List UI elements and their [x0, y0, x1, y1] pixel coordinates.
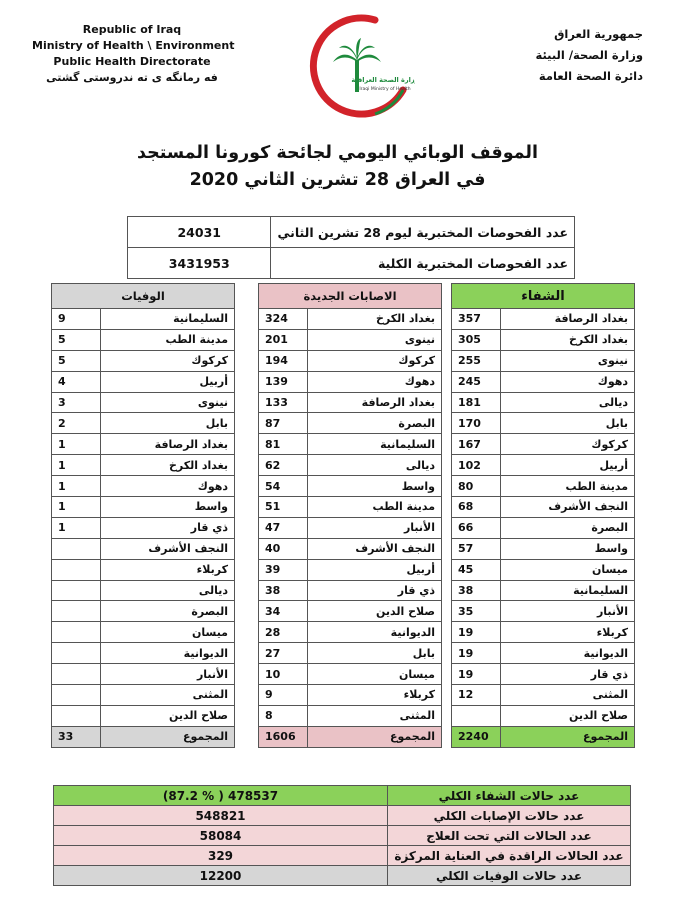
row-value: 38 — [452, 580, 501, 601]
row-value — [52, 538, 101, 559]
header-en-line2: Ministry of Health \ Environment — [32, 39, 235, 52]
row-governorate: صلاح الدين — [308, 601, 442, 622]
table-row — [259, 413, 442, 434]
row-governorate: ديالى — [308, 455, 442, 476]
row-governorate: دهوك — [101, 476, 235, 497]
table-row — [259, 309, 442, 330]
row-governorate: المثنى — [308, 705, 442, 726]
header-ku-line4: فه رمانگه ى ته ندروستى گشتى — [46, 71, 218, 84]
deaths-table — [51, 283, 235, 748]
table-row — [452, 622, 635, 643]
row-governorate: نينوى — [101, 392, 235, 413]
row-value: 357 — [452, 309, 501, 330]
row-value — [52, 664, 101, 685]
table-row — [452, 601, 635, 622]
row-governorate: كربلاء — [101, 559, 235, 580]
table-row — [452, 643, 635, 664]
row-value: 181 — [452, 392, 501, 413]
row-governorate: ميسان — [501, 559, 635, 580]
table-row — [452, 664, 635, 685]
summary-row — [54, 786, 631, 806]
table-row — [52, 559, 235, 580]
summary-label: عدد حالات الإصابات الكلي — [388, 806, 631, 826]
row-governorate: واسط — [308, 476, 442, 497]
row-governorate: بغداد الرصافة — [501, 309, 635, 330]
row-governorate: مدينة الطب — [101, 329, 235, 350]
recoveries-total-value: 2240 — [452, 726, 501, 747]
row-value: 68 — [452, 497, 501, 518]
table-row — [452, 685, 635, 706]
row-value: 102 — [452, 455, 501, 476]
row-governorate: صلاح الدين — [501, 705, 635, 726]
row-value: 45 — [452, 559, 501, 580]
table-row — [259, 517, 442, 538]
report-title: الموقف الوبائي اليومي لجائحة كورونا المستجد — [137, 143, 538, 163]
summary-value: 329 — [54, 846, 388, 866]
row-governorate: كربلاء — [501, 622, 635, 643]
row-value — [452, 705, 501, 726]
row-governorate: واسط — [501, 538, 635, 559]
row-value: 12 — [452, 685, 501, 706]
table-row — [452, 329, 635, 350]
table-row — [259, 538, 442, 559]
row-value: 255 — [452, 350, 501, 371]
new-cases-header: الاصابات الجديدة — [259, 284, 442, 309]
table-row — [259, 371, 442, 392]
row-governorate: السليمانية — [101, 309, 235, 330]
table-row — [52, 643, 235, 664]
header-ar-line2: وزارة الصحة/ البيئة — [535, 48, 643, 62]
row-governorate: ميسان — [308, 664, 442, 685]
row-value: 1 — [52, 497, 101, 518]
row-governorate: ميسان — [101, 622, 235, 643]
logo-text-en: Iraqi Ministry of Health — [359, 87, 411, 92]
row-governorate: السليمانية — [501, 580, 635, 601]
summary-row — [54, 806, 631, 826]
row-governorate: البصرة — [501, 517, 635, 538]
row-value: 19 — [452, 622, 501, 643]
table-row — [259, 664, 442, 685]
table-row — [452, 434, 635, 455]
table-row — [452, 309, 635, 330]
row-value: 62 — [259, 455, 308, 476]
row-governorate: نينوى — [308, 329, 442, 350]
row-governorate: كركوك — [308, 350, 442, 371]
table-row — [52, 497, 235, 518]
table-row — [259, 329, 442, 350]
row-governorate: ديالى — [501, 392, 635, 413]
row-value — [52, 685, 101, 706]
row-governorate: بغداد الرصافة — [308, 392, 442, 413]
recoveries-table — [451, 283, 635, 748]
row-value — [52, 559, 101, 580]
row-value: 133 — [259, 392, 308, 413]
row-value — [52, 705, 101, 726]
row-value — [52, 643, 101, 664]
table-row — [259, 392, 442, 413]
row-governorate: بغداد الكرخ — [101, 455, 235, 476]
table-row — [52, 392, 235, 413]
table-row — [52, 350, 235, 371]
row-value: 170 — [452, 413, 501, 434]
table-row — [52, 434, 235, 455]
row-governorate: دهوك — [501, 371, 635, 392]
row-value: 2 — [52, 413, 101, 434]
header-en-line3: Public Health Directorate — [53, 55, 211, 68]
row-value — [52, 601, 101, 622]
table-row — [52, 309, 235, 330]
table-row — [259, 601, 442, 622]
table-row — [452, 455, 635, 476]
row-governorate: السليمانية — [308, 434, 442, 455]
row-value: 54 — [259, 476, 308, 497]
row-value: 1 — [52, 476, 101, 497]
summary-row — [54, 866, 631, 886]
row-governorate: الأنبار — [501, 601, 635, 622]
row-value: 47 — [259, 517, 308, 538]
summary-row — [54, 846, 631, 866]
header-english — [32, 22, 235, 86]
table-row — [259, 434, 442, 455]
table-row — [52, 538, 235, 559]
new-cases-total-label: المجموع — [308, 726, 442, 747]
new-cases-total-value: 1606 — [259, 726, 308, 747]
row-governorate: بابل — [308, 643, 442, 664]
table-row — [259, 476, 442, 497]
row-governorate: الأنبار — [308, 517, 442, 538]
row-value: 40 — [259, 538, 308, 559]
table-row — [52, 455, 235, 476]
row-value: 5 — [52, 350, 101, 371]
row-governorate: النجف الأشرف — [101, 538, 235, 559]
table-row — [52, 580, 235, 601]
summary-value: (87.2 % ) 478537 — [54, 786, 388, 806]
new-cases-table — [258, 283, 442, 748]
ministry-logo — [305, 12, 415, 122]
recoveries-total-label: المجموع — [501, 726, 635, 747]
row-value: 80 — [452, 476, 501, 497]
summary-label: عدد الحالات التي تحت العلاج — [388, 826, 631, 846]
table-row — [52, 685, 235, 706]
row-governorate: النجف الأشرف — [501, 497, 635, 518]
row-governorate: البصرة — [101, 601, 235, 622]
table-row — [452, 371, 635, 392]
table-row — [259, 455, 442, 476]
table-row — [52, 413, 235, 434]
tests-daily-row — [128, 217, 575, 248]
row-governorate: صلاح الدين — [101, 705, 235, 726]
table-row — [452, 559, 635, 580]
tests-table — [127, 216, 575, 279]
table-row — [452, 497, 635, 518]
row-value: 1 — [52, 455, 101, 476]
row-governorate: دهوك — [308, 371, 442, 392]
row-governorate: المثنى — [501, 685, 635, 706]
row-value: 3 — [52, 392, 101, 413]
row-governorate: الديوانية — [501, 643, 635, 664]
row-value: 324 — [259, 309, 308, 330]
row-value: 1 — [52, 517, 101, 538]
tests-total-value: 3431953 — [128, 248, 271, 279]
row-governorate: بابل — [101, 413, 235, 434]
table-row — [452, 392, 635, 413]
table-row — [259, 685, 442, 706]
table-row — [259, 580, 442, 601]
row-value: 5 — [52, 329, 101, 350]
row-governorate: البصرة — [308, 413, 442, 434]
table-row — [452, 476, 635, 497]
summary-label: عدد حالات الوفيات الكلي — [388, 866, 631, 886]
row-governorate: كركوك — [501, 434, 635, 455]
table-row — [52, 705, 235, 726]
row-governorate: أربيل — [101, 371, 235, 392]
row-value — [52, 580, 101, 601]
row-value: 1 — [52, 434, 101, 455]
row-value: 245 — [452, 371, 501, 392]
tests-total-row — [128, 248, 575, 279]
row-value: 81 — [259, 434, 308, 455]
row-governorate: أربيل — [501, 455, 635, 476]
row-governorate: الديوانية — [308, 622, 442, 643]
row-value: 8 — [259, 705, 308, 726]
summary-label: عدد الحالات الراقدة في العناية المركزة — [388, 846, 631, 866]
header-ar-line3: دائرة الصحة العامة — [538, 69, 643, 83]
row-governorate: الأنبار — [101, 664, 235, 685]
table-row — [52, 476, 235, 497]
table-row — [52, 664, 235, 685]
summary-value: 12200 — [54, 866, 388, 886]
table-row — [452, 350, 635, 371]
row-governorate: المثنى — [101, 685, 235, 706]
row-value: 305 — [452, 329, 501, 350]
row-governorate: بغداد الكرخ — [308, 309, 442, 330]
table-row — [259, 705, 442, 726]
row-governorate: مدينة الطب — [501, 476, 635, 497]
new-cases-total-row — [259, 726, 442, 747]
tests-daily-label: عدد الفحوصات المختبرية ليوم 28 تشرين الثاني — [271, 217, 575, 248]
header-en-line1: Republic of Iraq — [82, 23, 182, 36]
row-governorate: مدينة الطب — [308, 497, 442, 518]
row-value: 87 — [259, 413, 308, 434]
row-value: 27 — [259, 643, 308, 664]
table-row — [259, 350, 442, 371]
table-row — [452, 517, 635, 538]
header-arabic — [493, 24, 643, 87]
recoveries-total-row — [452, 726, 635, 747]
row-value: 9 — [259, 685, 308, 706]
report-subtitle: في العراق 28 تشرين الثاني 2020 — [189, 170, 486, 190]
row-value — [52, 622, 101, 643]
summary-row — [54, 826, 631, 846]
logo-text: وزارة الصحة العراقية — [351, 76, 415, 84]
row-governorate: كربلاء — [308, 685, 442, 706]
row-governorate: بغداد الرصافة — [101, 434, 235, 455]
summary-value: 548821 — [54, 806, 388, 826]
table-row — [452, 705, 635, 726]
tests-total-label: عدد الفحوصات المختبرية الكلية — [271, 248, 575, 279]
table-row — [52, 371, 235, 392]
row-value: 39 — [259, 559, 308, 580]
row-governorate: الديوانية — [101, 643, 235, 664]
row-value: 139 — [259, 371, 308, 392]
row-value: 28 — [259, 622, 308, 643]
row-governorate: كركوك — [101, 350, 235, 371]
row-value: 167 — [452, 434, 501, 455]
table-row — [52, 622, 235, 643]
row-value: 10 — [259, 664, 308, 685]
summary-value: 58084 — [54, 826, 388, 846]
table-row — [52, 517, 235, 538]
deaths-total-label: المجموع — [101, 726, 235, 747]
table-row — [259, 497, 442, 518]
row-governorate: النجف الأشرف — [308, 538, 442, 559]
row-governorate: ذي قار — [308, 580, 442, 601]
row-value: 66 — [452, 517, 501, 538]
table-row — [452, 413, 635, 434]
deaths-total-row — [52, 726, 235, 747]
recoveries-header: الشفاء — [452, 284, 635, 309]
row-value: 51 — [259, 497, 308, 518]
row-value: 4 — [52, 371, 101, 392]
row-governorate: ذي قار — [501, 664, 635, 685]
table-row — [52, 601, 235, 622]
table-row — [259, 643, 442, 664]
header-ar-line1: جمهورية العراق — [554, 27, 643, 41]
row-governorate: ذي قار — [101, 517, 235, 538]
summary-table — [53, 785, 631, 886]
row-governorate: واسط — [101, 497, 235, 518]
row-value: 34 — [259, 601, 308, 622]
row-value: 38 — [259, 580, 308, 601]
row-value: 19 — [452, 664, 501, 685]
row-governorate: بغداد الكرخ — [501, 329, 635, 350]
row-governorate: ديالى — [101, 580, 235, 601]
deaths-total-value: 33 — [52, 726, 101, 747]
row-governorate: بابل — [501, 413, 635, 434]
row-governorate: نينوى — [501, 350, 635, 371]
summary-label: عدد حالات الشفاء الكلي — [388, 786, 631, 806]
table-row — [259, 559, 442, 580]
table-row — [259, 622, 442, 643]
row-value: 201 — [259, 329, 308, 350]
row-value: 19 — [452, 643, 501, 664]
row-governorate: أربيل — [308, 559, 442, 580]
row-value: 35 — [452, 601, 501, 622]
row-value: 9 — [52, 309, 101, 330]
deaths-header: الوفيات — [52, 284, 235, 309]
table-row — [452, 580, 635, 601]
tests-daily-value: 24031 — [128, 217, 271, 248]
table-row — [52, 329, 235, 350]
row-value: 194 — [259, 350, 308, 371]
table-row — [452, 538, 635, 559]
row-value: 57 — [452, 538, 501, 559]
